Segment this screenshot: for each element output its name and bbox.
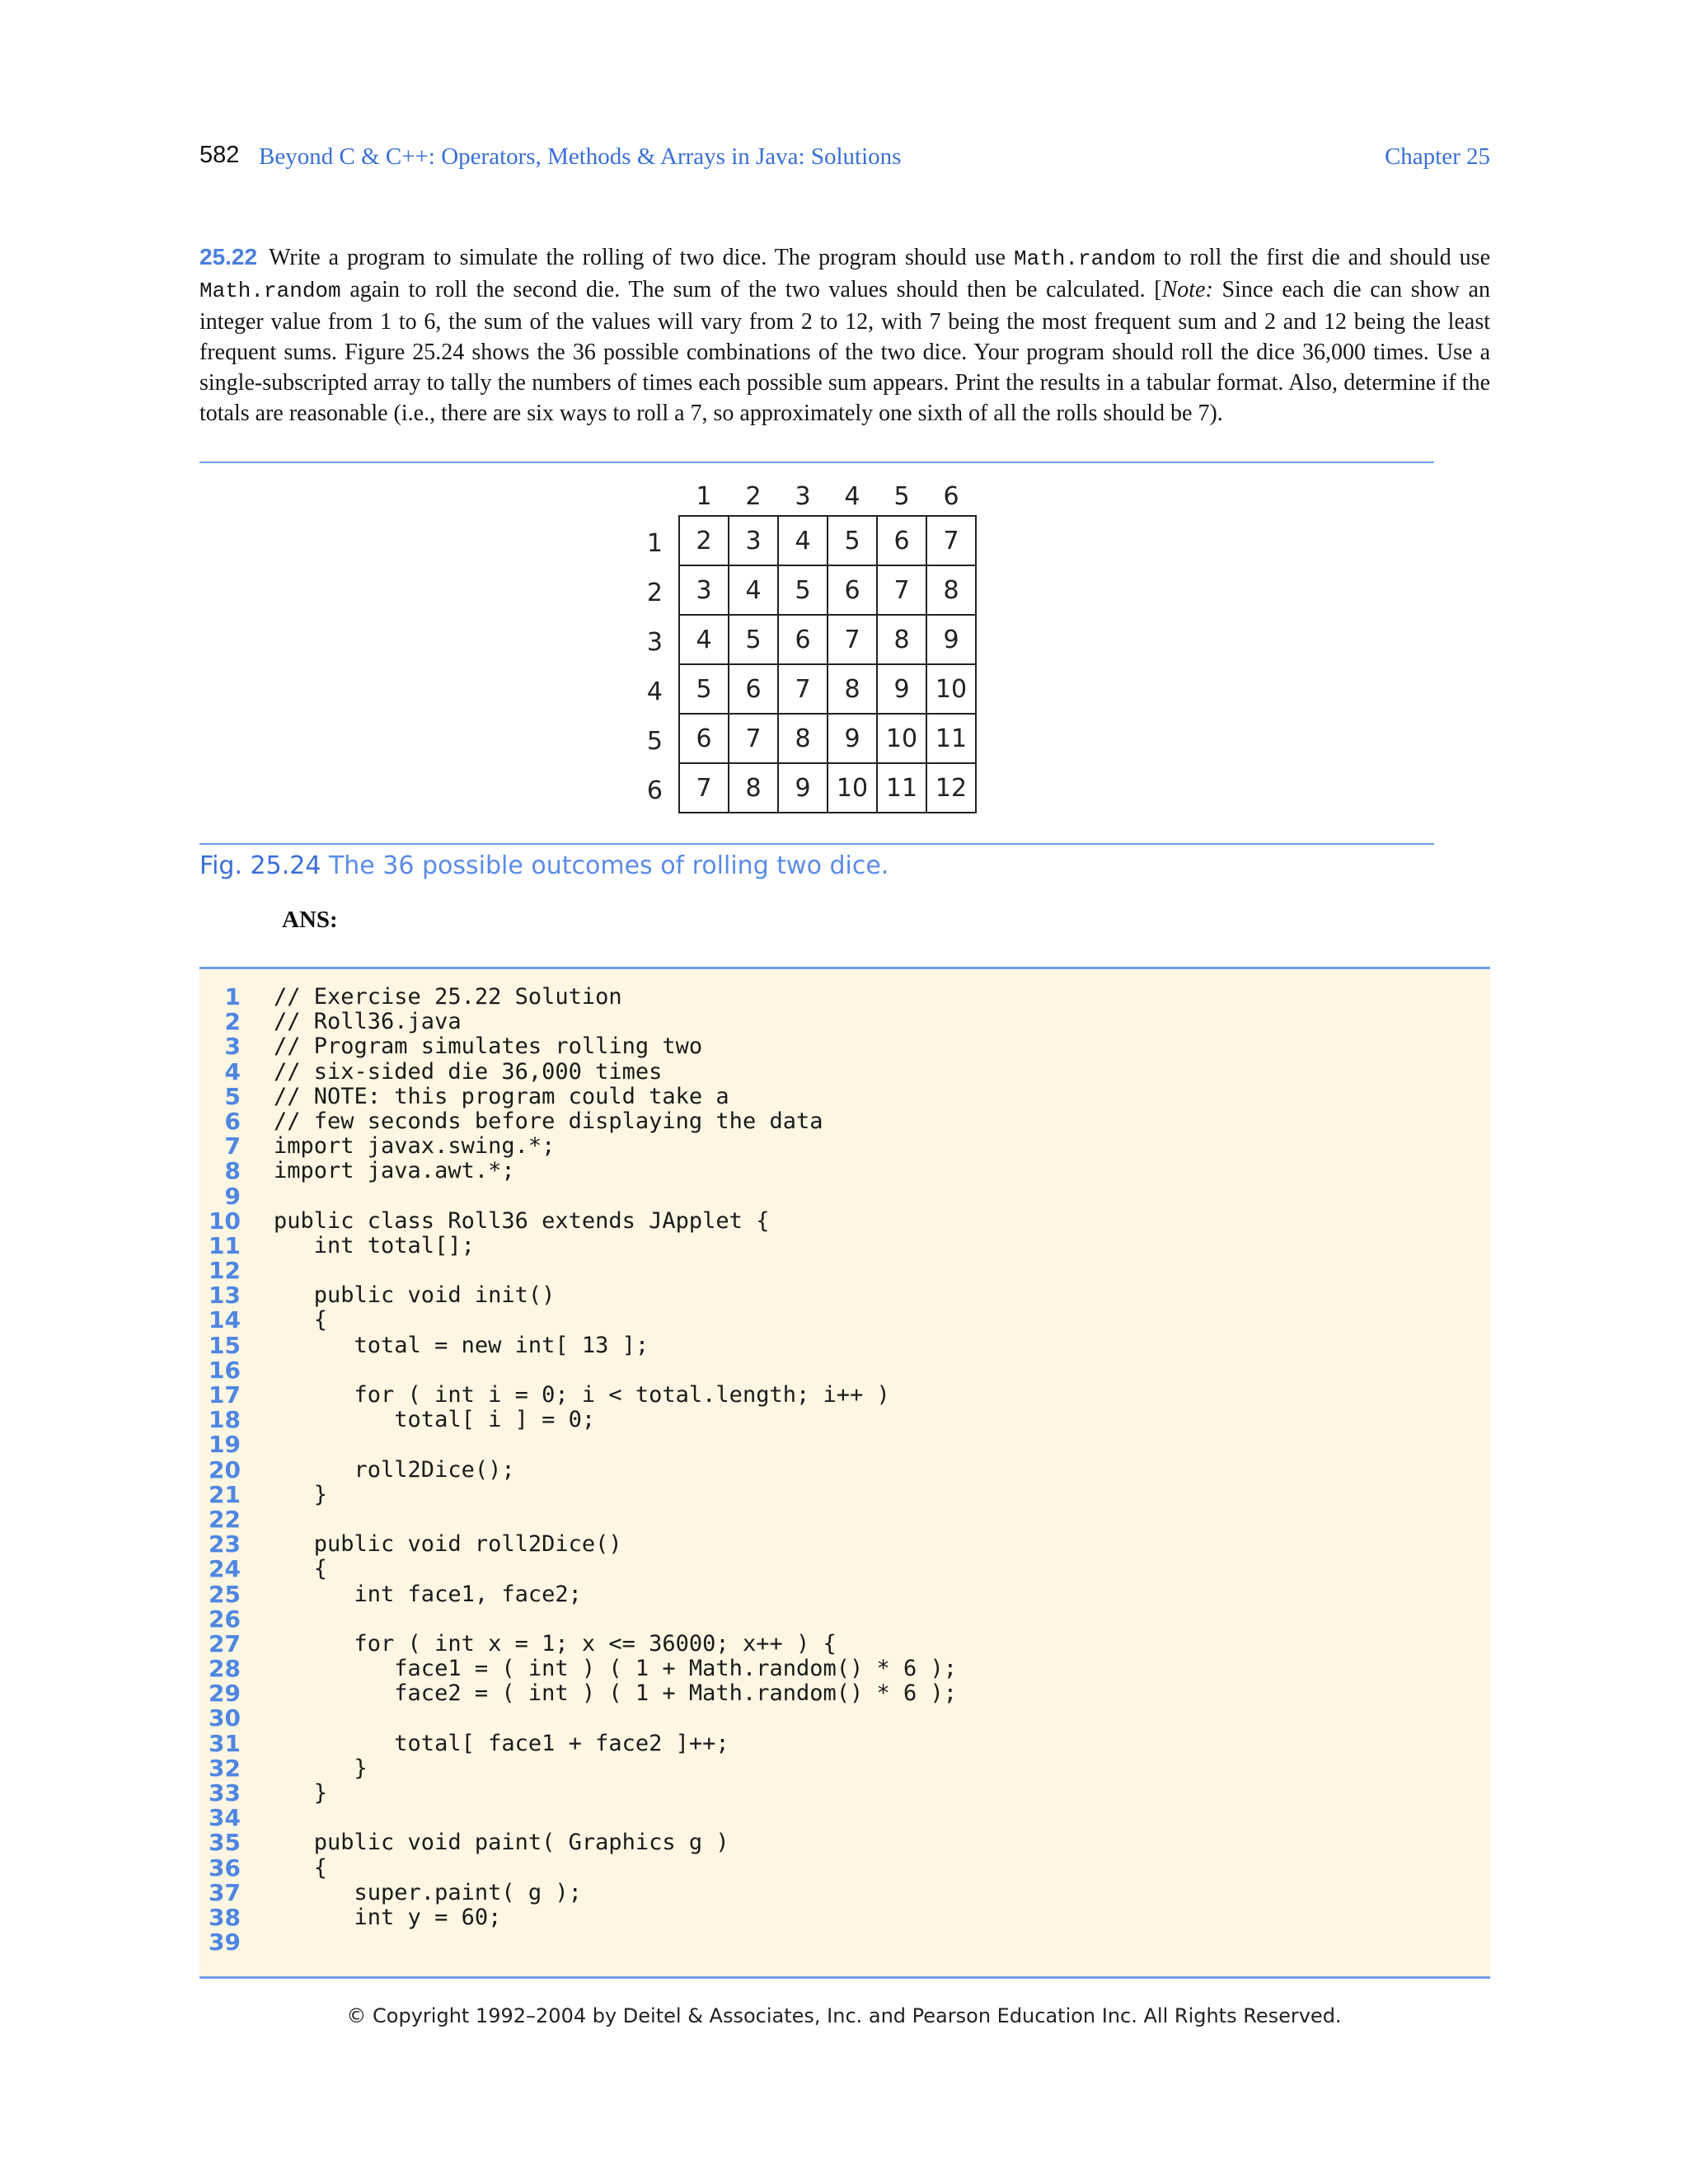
line-number: 39 — [209, 1929, 241, 1957]
grid-cell: 8 — [877, 615, 926, 664]
line-number: 20 — [209, 1455, 241, 1483]
grid-cell: 3 — [729, 516, 778, 565]
grid-row — [679, 714, 976, 763]
exercise-text: Since each die can show an integer value from 1 to 6, the sum of the values will vary from 2 to 12, with 7 being the most frequent sum and 2 and 12 being the least frequent sums. Figure 25.24 shows the 36 possible combinations of the two dice. Your program should roll the dice 36,000 times. Use a single-subscripted array to tally the numbers of times each possible sum appears. Print the results in a tabular format. Also, determine if the totals are reasonable (i.e., there are six ways to roll a 7, so approximately one sixth of all the rolls should be 7). — [199, 277, 1490, 426]
grid-cell: 7 — [828, 615, 877, 664]
grid-cell: 10 — [877, 714, 926, 763]
column-header: 5 — [893, 482, 910, 511]
exercise-statement — [199, 241, 1490, 429]
code-text: import java.awt.*; — [274, 1158, 515, 1184]
code-text: int total[]; — [274, 1232, 475, 1258]
code-text: { — [274, 1307, 328, 1333]
column-header: 1 — [696, 482, 712, 511]
line-number: 14 — [209, 1306, 241, 1334]
column-header: 2 — [745, 482, 762, 511]
code-text: public void paint( Graphics g ) — [274, 1830, 729, 1856]
page-number: 582 — [199, 142, 240, 168]
code-text: { — [274, 1556, 328, 1582]
chapter-label: Chapter 25 — [1384, 143, 1490, 170]
row-header: 4 — [646, 677, 663, 706]
grid-cell: 8 — [778, 714, 828, 763]
line-number: 21 — [209, 1480, 241, 1508]
figure-bottom-rule — [199, 843, 1434, 845]
code-text: roll2Dice(); — [274, 1456, 515, 1483]
grid-cell: 7 — [778, 664, 828, 714]
exercise-text: Write a program to simulate the rolling of two dice. The program should use — [269, 245, 1014, 270]
grid-cell: 9 — [828, 714, 877, 763]
line-number: 36 — [209, 1854, 241, 1882]
line-number: 12 — [209, 1257, 241, 1285]
grid-cell: 5 — [778, 565, 828, 615]
grid-cell: 6 — [778, 615, 828, 664]
code-text: total = new int[ 13 ]; — [274, 1332, 649, 1358]
code-text: for ( int x = 1; x <= 36000; x++ ) { — [274, 1630, 837, 1657]
grid-row — [679, 565, 976, 615]
code-text: // Roll36.java — [274, 1009, 462, 1035]
code-text: int y = 60; — [274, 1904, 502, 1930]
line-number: 4 — [224, 1057, 241, 1085]
line-number: 8 — [224, 1157, 241, 1185]
grid-cell: 7 — [729, 714, 778, 763]
grid-cell: 5 — [729, 615, 778, 664]
line-number: 32 — [209, 1754, 241, 1782]
code-text: { — [274, 1854, 328, 1881]
code-text: face2 = ( int ) ( 1 + Math.random() * 6 ); — [274, 1680, 958, 1707]
line-number: 5 — [224, 1082, 241, 1110]
code-text: public class Roll36 extends JApplet { — [274, 1207, 770, 1234]
code-text: for ( int i = 0; i < total.length; i++ ) — [274, 1382, 890, 1408]
line-number: 30 — [209, 1704, 241, 1732]
line-number: 31 — [209, 1729, 241, 1757]
code-text: } — [274, 1481, 328, 1507]
inline-code: Math.random — [199, 279, 341, 303]
line-number: 37 — [209, 1878, 241, 1906]
grid-cell: 10 — [828, 763, 877, 813]
grid-cell: 7 — [679, 763, 729, 813]
line-number: 38 — [209, 1903, 241, 1931]
code-text: super.paint( g ); — [274, 1879, 582, 1905]
grid-cell: 3 — [679, 565, 729, 615]
column-header: 3 — [795, 482, 811, 511]
line-number: 11 — [209, 1231, 241, 1259]
grid-cell: 10 — [926, 664, 976, 714]
code-text: } — [274, 1755, 368, 1781]
line-number: 7 — [224, 1132, 241, 1160]
figure-caption — [199, 851, 889, 880]
grid-cell: 6 — [877, 516, 926, 565]
row-header: 3 — [646, 628, 663, 657]
line-number: 6 — [224, 1107, 241, 1135]
line-number: 2 — [224, 1008, 241, 1036]
grid-row — [679, 763, 976, 813]
line-number: 10 — [209, 1207, 241, 1235]
figure-number: Fig. 25.24 — [199, 851, 321, 880]
code-listing — [199, 967, 1490, 1979]
code-text: public void roll2Dice() — [274, 1531, 622, 1558]
grid-cell: 6 — [729, 664, 778, 714]
grid-row — [679, 516, 976, 565]
line-number: 35 — [209, 1829, 241, 1857]
exercise-text: again to roll the second die. The sum of the two values should then be calculated. [ — [340, 277, 1162, 302]
code-text: total[ face1 + face2 ]++; — [274, 1730, 729, 1756]
line-number: 27 — [209, 1629, 241, 1657]
code-text: import javax.swing.*; — [274, 1133, 556, 1160]
grid-cell: 4 — [679, 615, 729, 664]
grid-cell: 4 — [729, 565, 778, 615]
line-number: 9 — [224, 1182, 241, 1210]
running-header — [199, 142, 1490, 175]
code-text: // Exercise 25.22 Solution — [274, 984, 622, 1010]
line-number: 15 — [209, 1331, 241, 1359]
code-text: face1 = ( int ) ( 1 + Math.random() * 6 ); — [274, 1656, 958, 1682]
copyright-footer: © Copyright 1992–2004 by Deitel & Associates, Inc. and Pearson Education Inc. All Rights Reserved. — [346, 2004, 1342, 2027]
line-number: 16 — [209, 1356, 241, 1384]
code-text: public void init() — [274, 1282, 556, 1309]
column-header: 6 — [943, 482, 959, 511]
line-number: 28 — [209, 1655, 241, 1683]
line-number: 18 — [209, 1406, 241, 1434]
code-text: total[ i ] = 0; — [274, 1407, 596, 1433]
figure-caption-text: The 36 possible outcomes of rolling two dice. — [328, 851, 889, 880]
column-header: 4 — [844, 482, 860, 511]
grid-cell: 2 — [679, 516, 729, 565]
line-number: 22 — [209, 1505, 241, 1533]
grid-cell: 8 — [729, 763, 778, 813]
line-number: 17 — [209, 1381, 241, 1408]
row-header: 2 — [646, 579, 663, 607]
grid-cell: 5 — [828, 516, 877, 565]
grid-row — [679, 664, 976, 714]
grid-cell: 8 — [926, 565, 976, 615]
line-number: 13 — [209, 1282, 241, 1310]
grid-row — [679, 615, 976, 664]
figure-top-rule — [199, 462, 1434, 463]
line-number: 29 — [209, 1680, 241, 1708]
grid-cell: 9 — [778, 763, 828, 813]
grid-cell: 8 — [828, 664, 877, 714]
note-label: Note: — [1161, 277, 1213, 302]
grid-cell: 7 — [877, 565, 926, 615]
line-number: 19 — [209, 1431, 241, 1459]
line-number: 3 — [224, 1033, 241, 1061]
grid-cell: 4 — [778, 516, 828, 565]
exercise-number: 25.22 — [199, 244, 258, 269]
grid-cell: 9 — [926, 615, 976, 664]
line-number: 33 — [209, 1779, 241, 1807]
line-number: 1 — [224, 983, 241, 1010]
answer-label: ANS: — [282, 907, 338, 933]
line-number: 26 — [209, 1605, 241, 1633]
code-text: } — [274, 1780, 328, 1806]
grid-cell: 11 — [877, 763, 926, 813]
code-text: // few seconds before displaying the data — [274, 1108, 823, 1134]
code-text: // Program simulates rolling two — [274, 1033, 703, 1060]
row-header: 6 — [646, 776, 663, 805]
grid-cell: 9 — [877, 664, 926, 714]
outcome-grid — [678, 515, 977, 813]
code-text: // NOTE: this program could take a — [274, 1083, 729, 1109]
grid-cell: 6 — [828, 565, 877, 615]
line-number: 34 — [209, 1804, 241, 1832]
code-text: int face1, face2; — [274, 1581, 582, 1607]
row-header: 1 — [646, 529, 663, 558]
grid-cell: 12 — [926, 763, 976, 813]
running-title: Beyond C & C++: Operators, Methods & Arrays in Java: Solutions — [259, 143, 902, 170]
line-number: 24 — [209, 1555, 241, 1583]
row-header: 5 — [646, 727, 663, 756]
inline-code: Math.random — [1013, 246, 1156, 271]
line-number: 25 — [209, 1580, 241, 1608]
grid-cell: 6 — [679, 714, 729, 763]
grid-cell: 7 — [926, 516, 976, 565]
exercise-text: to roll the first die and should use — [1155, 245, 1491, 270]
grid-cell: 5 — [679, 664, 729, 714]
code-text: // six-sided die 36,000 times — [274, 1058, 663, 1085]
grid-cell: 11 — [926, 714, 976, 763]
line-number: 23 — [209, 1530, 241, 1558]
dice-outcomes-figure — [0, 475, 1688, 821]
